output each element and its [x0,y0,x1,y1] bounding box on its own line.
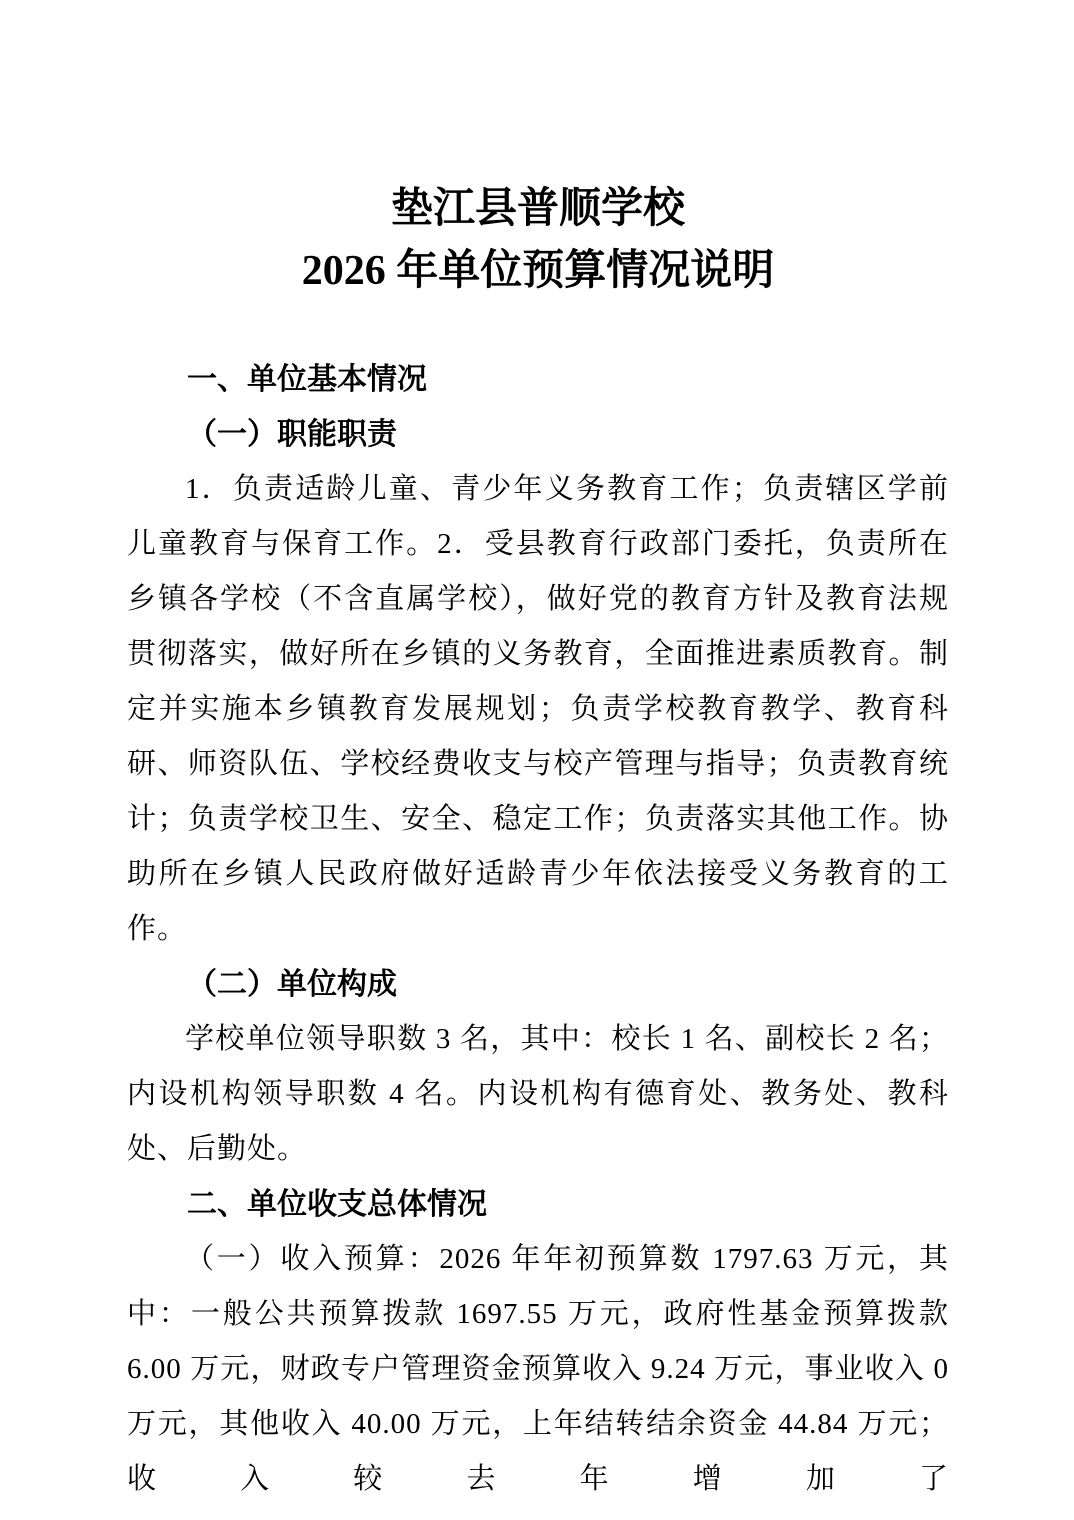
paragraph-duties: 1．负责适龄儿童、青少年义务教育工作；负责辖区学前儿童教育与保育工作。2．受县教育行政部门委托，负责所在乡镇各学校（不含直属学校），做好党的教育方针及教育法规贯彻落实，做好所在乡镇的义务教育，全面推进素质教育。制定并实施本乡镇教育发展规划；负责学校教育教学、教育科研、师资队伍、学校经费收支与校产管理与指导；负责教育统计；负责学校卫生、安全、稳定工作；负责落实其他工作。协助所在乡镇人民政府做好适龄青少年依法接受义务教育的工作。 [127,473,949,945]
heading-duties: （一）职能职责 [187,418,397,451]
paragraph-income-budget: （一）收入预算：2026 年年初预算数 1797.63 万元，其中：一般公共预算拨款 1697.55 万元，政府性基金预算拨款 6.00 万元，财政专户管理资金预算收入 9.24 万元，事业收入 0 万元，其他收入 40.00 万元，上年结转结余资金 44.84 万元；收入较去年增加了 [127,1243,949,1495]
heading-revenue-expenditure-overview: 二、单位收支总体情况 [187,1188,487,1221]
document-body [127,352,949,1507]
title-line-2: 2026 年单位预算情况说明 [301,248,775,294]
document-title [127,178,949,302]
title-line-1: 垫江县普顺学校 [390,186,685,232]
paragraph-unit-composition: 学校单位领导职数 3 名，其中：校长 1 名、副校长 2 名；内设机构领导职数 4 名。内设机构有德育处、教务处、教科处、后勤处。 [127,1023,949,1165]
heading-unit-composition: （二）单位构成 [187,968,397,1001]
heading-basic-situation: 一、单位基本情况 [187,363,427,396]
